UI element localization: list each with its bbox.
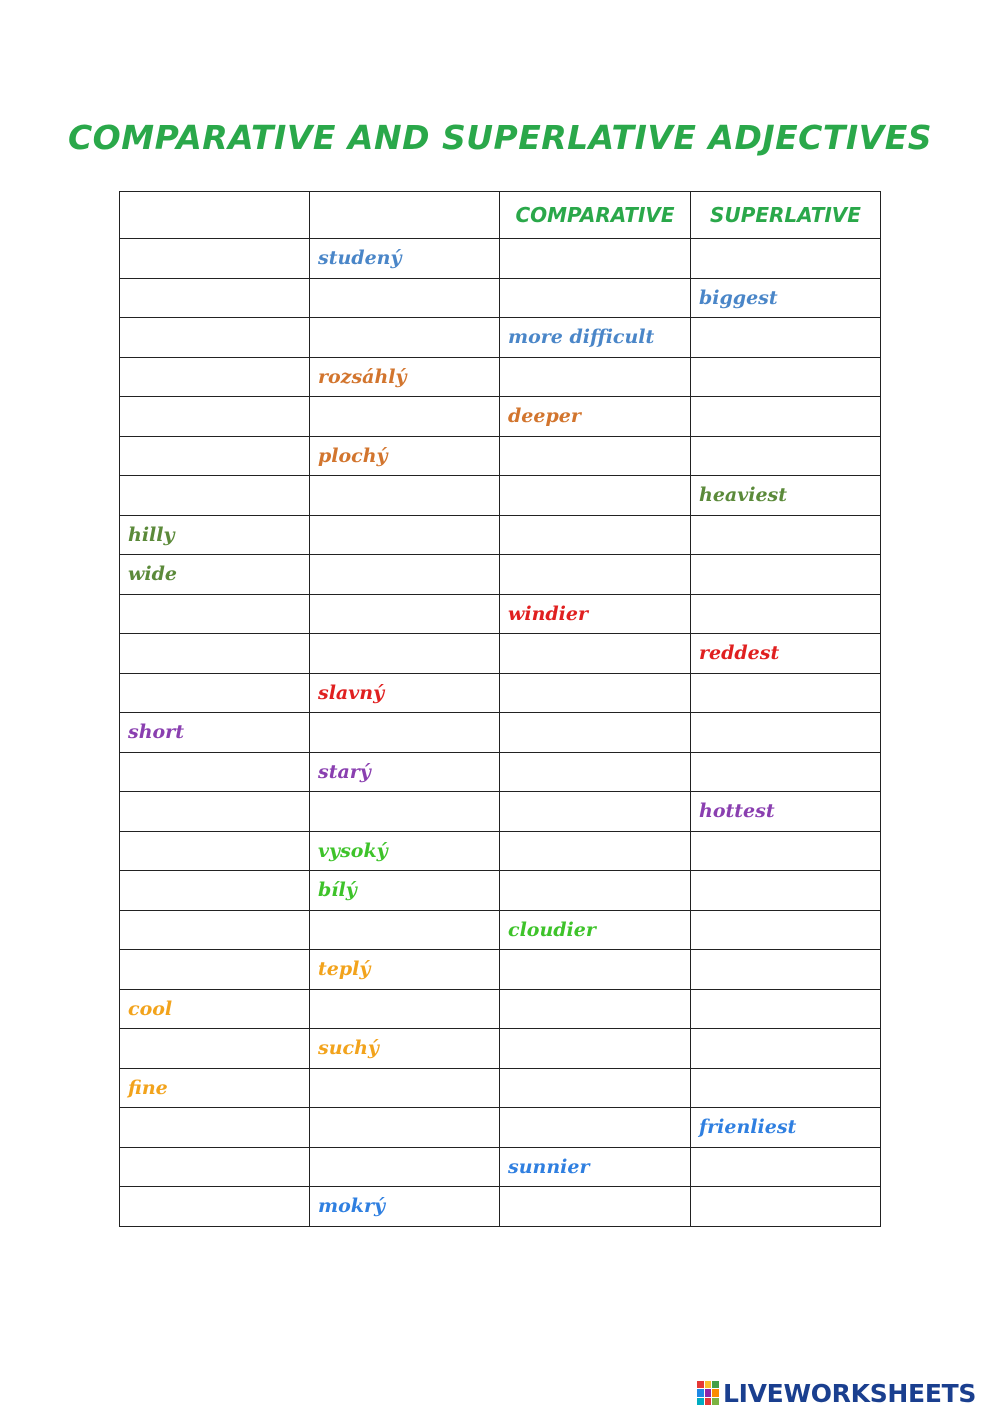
cell-translation[interactable] — [310, 594, 500, 634]
cell-superlative[interactable] — [691, 831, 881, 871]
table-row — [120, 1147, 881, 1187]
table-row — [120, 1108, 881, 1148]
cell-superlative[interactable]: hottest — [691, 792, 881, 832]
cell-superlative[interactable] — [691, 397, 881, 437]
cell-adjective[interactable] — [120, 1108, 310, 1148]
cell-translation[interactable]: starý — [310, 752, 500, 792]
cell-adjective[interactable] — [120, 950, 310, 990]
table-row — [120, 634, 881, 674]
cell-comparative[interactable] — [500, 436, 691, 476]
cell-adjective[interactable] — [120, 752, 310, 792]
cell-superlative[interactable] — [691, 239, 881, 279]
cell-translation[interactable]: plochý — [310, 436, 500, 476]
cell-translation[interactable] — [310, 1147, 500, 1187]
cell-adjective[interactable] — [120, 1187, 310, 1227]
cell-comparative[interactable]: deeper — [500, 397, 691, 437]
table-row — [120, 910, 881, 950]
logo-square — [697, 1398, 704, 1405]
cell-comparative[interactable] — [500, 634, 691, 674]
header-cell-superlative: SUPERLATIVE — [691, 192, 881, 239]
cell-superlative[interactable]: reddest — [691, 634, 881, 674]
logo-square — [705, 1389, 712, 1396]
table-row — [120, 831, 881, 871]
cell-comparative[interactable] — [500, 476, 691, 516]
cell-comparative[interactable] — [500, 1068, 691, 1108]
cell-translation[interactable] — [310, 910, 500, 950]
cell-comparative[interactable] — [500, 555, 691, 595]
table-body — [120, 239, 881, 1227]
cell-translation[interactable]: slavný — [310, 673, 500, 713]
table-row — [120, 239, 881, 279]
logo-square — [705, 1398, 712, 1405]
table-row — [120, 1029, 881, 1069]
cell-adjective[interactable] — [120, 871, 310, 911]
cell-adjective[interactable] — [120, 1147, 310, 1187]
cell-superlative[interactable] — [691, 594, 881, 634]
table-row — [120, 1068, 881, 1108]
cell-superlative[interactable] — [691, 752, 881, 792]
cell-adjective[interactable]: cool — [120, 989, 310, 1029]
cell-adjective[interactable] — [120, 476, 310, 516]
cell-superlative[interactable]: frienliest — [691, 1108, 881, 1148]
cell-adjective[interactable]: fine — [120, 1068, 310, 1108]
cell-adjective[interactable] — [120, 318, 310, 358]
cell-comparative[interactable] — [500, 515, 691, 555]
cell-superlative[interactable] — [691, 555, 881, 595]
cell-translation[interactable]: vysoký — [310, 831, 500, 871]
cell-comparative[interactable] — [500, 1108, 691, 1148]
table-row — [120, 278, 881, 318]
cell-translation[interactable] — [310, 1068, 500, 1108]
logo-square — [697, 1381, 704, 1388]
cell-translation[interactable] — [310, 555, 500, 595]
cell-comparative[interactable]: more difficult — [500, 318, 691, 358]
logo-square — [712, 1381, 719, 1388]
table-row — [120, 476, 881, 516]
table-row — [120, 436, 881, 476]
cell-superlative[interactable] — [691, 357, 881, 397]
cell-comparative[interactable] — [500, 239, 691, 279]
cell-superlative[interactable] — [691, 436, 881, 476]
cell-translation[interactable] — [310, 634, 500, 674]
cell-translation[interactable] — [310, 989, 500, 1029]
cell-superlative[interactable] — [691, 713, 881, 753]
cell-adjective[interactable]: short — [120, 713, 310, 753]
table-row — [120, 713, 881, 753]
table-row — [120, 555, 881, 595]
cell-translation[interactable] — [310, 397, 500, 437]
header-cell-translation — [310, 192, 500, 239]
cell-adjective[interactable] — [120, 594, 310, 634]
cell-superlative[interactable] — [691, 910, 881, 950]
cell-adjective[interactable] — [120, 673, 310, 713]
brand-name: LIVEWORKSHEETS — [723, 1378, 977, 1408]
cell-adjective[interactable] — [120, 910, 310, 950]
logo-square — [697, 1389, 704, 1396]
cell-adjective[interactable] — [120, 239, 310, 279]
cell-comparative[interactable]: cloudier — [500, 910, 691, 950]
cell-adjective[interactable] — [120, 278, 310, 318]
cell-comparative[interactable]: windier — [500, 594, 691, 634]
liveworksheets-logo-icon — [697, 1381, 719, 1405]
cell-superlative[interactable] — [691, 673, 881, 713]
cell-translation[interactable]: teplý — [310, 950, 500, 990]
cell-adjective[interactable] — [120, 1029, 310, 1069]
table-row — [120, 950, 881, 990]
cell-adjective[interactable]: wide — [120, 555, 310, 595]
cell-comparative[interactable] — [500, 1187, 691, 1227]
cell-translation[interactable] — [310, 476, 500, 516]
header-cell-adjective — [120, 192, 310, 239]
header-cell-comparative: COMPARATIVE — [500, 192, 691, 239]
cell-translation[interactable]: suchý — [310, 1029, 500, 1069]
table-row — [120, 1187, 881, 1227]
cell-superlative[interactable] — [691, 950, 881, 990]
cell-comparative[interactable]: sunnier — [500, 1147, 691, 1187]
logo-square — [712, 1389, 719, 1396]
cell-superlative[interactable] — [691, 1187, 881, 1227]
cell-comparative[interactable] — [500, 792, 691, 832]
cell-comparative[interactable] — [500, 713, 691, 753]
table-row — [120, 871, 881, 911]
cell-adjective[interactable] — [120, 634, 310, 674]
cell-superlative[interactable] — [691, 871, 881, 911]
cell-comparative[interactable] — [500, 752, 691, 792]
cell-translation[interactable]: rozsáhlý — [310, 357, 500, 397]
cell-superlative[interactable]: biggest — [691, 278, 881, 318]
cell-comparative[interactable] — [500, 1029, 691, 1069]
table-header-row — [120, 192, 881, 239]
table-row — [120, 594, 881, 634]
cell-translation[interactable] — [310, 318, 500, 358]
cell-adjective[interactable] — [120, 397, 310, 437]
cell-translation[interactable] — [310, 515, 500, 555]
cell-superlative[interactable] — [691, 515, 881, 555]
cell-translation[interactable]: bílý — [310, 871, 500, 911]
page-title: COMPARATIVE AND SUPERLATIVE ADJECTIVES — [67, 118, 933, 157]
cell-comparative[interactable] — [500, 871, 691, 911]
cell-comparative[interactable] — [500, 950, 691, 990]
table-row — [120, 673, 881, 713]
adjectives-table — [119, 191, 881, 1227]
cell-comparative[interactable] — [500, 831, 691, 871]
cell-superlative[interactable] — [691, 1068, 881, 1108]
logo-square — [705, 1381, 712, 1388]
cell-superlative[interactable] — [691, 989, 881, 1029]
cell-comparative[interactable] — [500, 673, 691, 713]
cell-adjective[interactable] — [120, 436, 310, 476]
table-row — [120, 752, 881, 792]
cell-comparative[interactable] — [500, 278, 691, 318]
cell-translation[interactable] — [310, 1108, 500, 1148]
cell-translation[interactable]: mokrý — [310, 1187, 500, 1227]
cell-translation[interactable] — [310, 713, 500, 753]
cell-superlative[interactable] — [691, 1029, 881, 1069]
cell-adjective[interactable] — [120, 792, 310, 832]
table-row — [120, 318, 881, 358]
cell-adjective[interactable]: hilly — [120, 515, 310, 555]
table-row — [120, 357, 881, 397]
table-row — [120, 515, 881, 555]
cell-translation[interactable] — [310, 278, 500, 318]
table-row — [120, 989, 881, 1029]
liveworksheets-logo — [697, 1378, 976, 1408]
cell-superlative[interactable] — [691, 1147, 881, 1187]
cell-superlative[interactable] — [691, 318, 881, 358]
cell-adjective[interactable] — [120, 357, 310, 397]
logo-square — [712, 1398, 719, 1405]
cell-comparative[interactable] — [500, 357, 691, 397]
cell-comparative[interactable] — [500, 989, 691, 1029]
table-row — [120, 792, 881, 832]
cell-translation[interactable]: studený — [310, 239, 500, 279]
cell-translation[interactable] — [310, 792, 500, 832]
cell-adjective[interactable] — [120, 831, 310, 871]
cell-superlative[interactable]: heaviest — [691, 476, 881, 516]
table-row — [120, 397, 881, 437]
